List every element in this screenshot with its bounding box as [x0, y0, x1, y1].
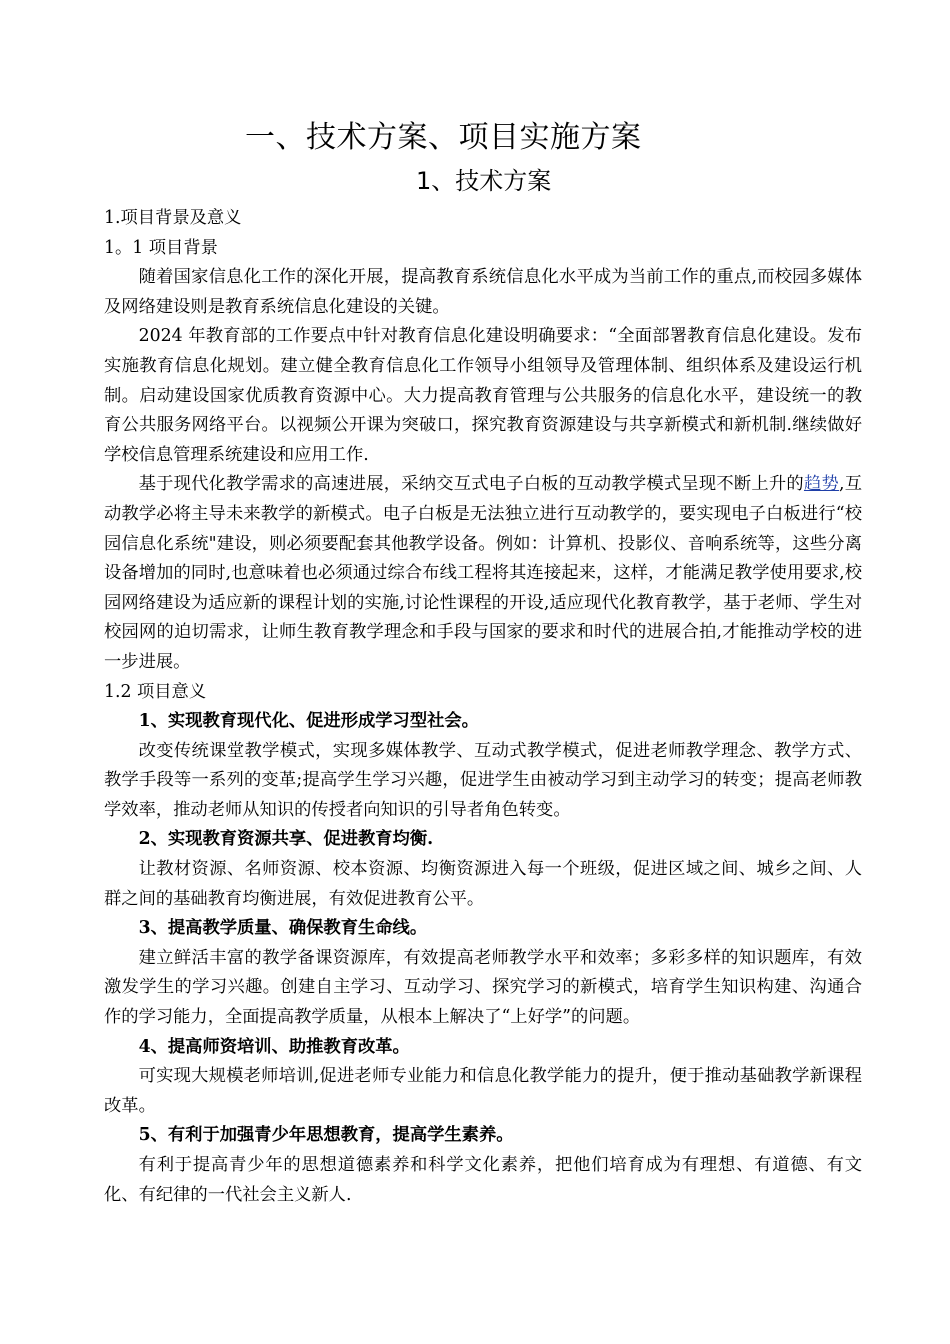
point-4-text: 可实现大规模老师培训,促进老师专业能力和信息化教学能力的提升，便于推动基础教学新课程改革。 — [104, 1066, 862, 1116]
trend-link[interactable]: 趋势 — [803, 474, 839, 495]
paragraph-3-text-a: 基于现代化教学需求的高速进展，采纳交互式电子白板的互动教学模式呈现不断上升的 — [138, 474, 804, 495]
paragraph-2: 2024 年教育部的工作要点中针对教育信息化建设明确要求：“全面部署教育信息化建设。发布实施教育信息化规划。建立健全教育信息化工作领导小组领导及管理体制、组织体系及建设运行机制。启动建设国家优质教育资源中心。大力提高教育管理与公共服务的信息化水平，建设统一的教育公共服务网络平台。以视频公开课为突破口，探究教育资源建设与共享新模式和新机制.继续做好学校信息管理系统建设和应用工作. — [104, 326, 862, 465]
document-body — [104, 204, 862, 1210]
point-5-text: 有利于提高青少年的思想道德素养和科学文化素养，把他们培育成为有理想、有道德、有文化、有纪律的一代社会主义新人. — [104, 1155, 862, 1205]
point-5-heading: 5、有利于加强青少年思想教育，提高学生素养。 — [138, 1125, 514, 1146]
section-title: 1、技术方案 — [416, 167, 552, 195]
point-3-text: 建立鲜活丰富的教学备课资源库，有效提高老师教学水平和效率；多彩多样的知识题库，有效激发学生的学习兴趣。创建自主学习、互动学习、探究学习的新模式，培育学生知识构建、沟通合作的学习能力，全面提高教学质量，从根本上解决了“上好学”的问题。 — [104, 947, 862, 1028]
paragraph-1: 随着国家信息化工作的深化开展，提高教育系统信息化水平成为当前工作的重点,而校园多媒体及网络建设则是教育系统信息化建设的关键。 — [104, 267, 862, 317]
heading-background-and-significance: 1.项目背景及意义 — [104, 208, 242, 228]
point-2-text: 让教材资源、名师资源、校本资源、均衡资源进入每一个班级，促进区域之间、城乡之间、人群之间的基础教育均衡进展，有效促进教育公平。 — [104, 859, 862, 909]
point-1-heading: 1、实现教育现代化、促进形成学习型社会。 — [138, 711, 479, 732]
point-2-heading: 2、实现教育资源共享、促进教育均衡. — [138, 829, 434, 850]
document-title: 一、技术方案、项目实施方案 — [245, 120, 642, 155]
paragraph-3 — [104, 470, 862, 677]
paragraph-3-text-b: ,互动教学必将主导未来教学的新模式。电子白板是无法独立进行互动教学的，要实现电子白板进行“校园信息化系统"建设，则必须要配套其他教学设备。例如：计算机、投影仪、音响系统等，这些分离设备增加的同时,也意味着也必须通过综合布线工程将其连接起来，这样，才能满足教学使用要求,校园网络建设为适应新的课程计划的实施,讨论性课程的开设,适应现代化教育教学，基于老师、学生对校园网的迫切需求，让师生教育教学理念和手段与国家的要求和时代的进展合拍,才能推动学校的进一步进展。 — [104, 474, 862, 672]
heading-project-significance: 1.2 项目意义 — [104, 681, 207, 702]
point-3-heading: 3、提高教学质量、确保教育生命线。 — [138, 918, 428, 939]
point-4-heading: 4、提高师资培训、助推教育改革。 — [138, 1036, 410, 1057]
heading-project-background: 1。1 项目背景 — [104, 237, 218, 258]
point-1-text: 改变传统课堂教学模式，实现多媒体教学、互动式教学模式，促进老师教学理念、教学方式、教学手段等一系列的变革;提高学生学习兴趣，促进学生由被动学习到主动学习的转变；提高老师教学效率，推动老师从知识的传授者向知识的引导者角色转变。 — [104, 740, 862, 820]
